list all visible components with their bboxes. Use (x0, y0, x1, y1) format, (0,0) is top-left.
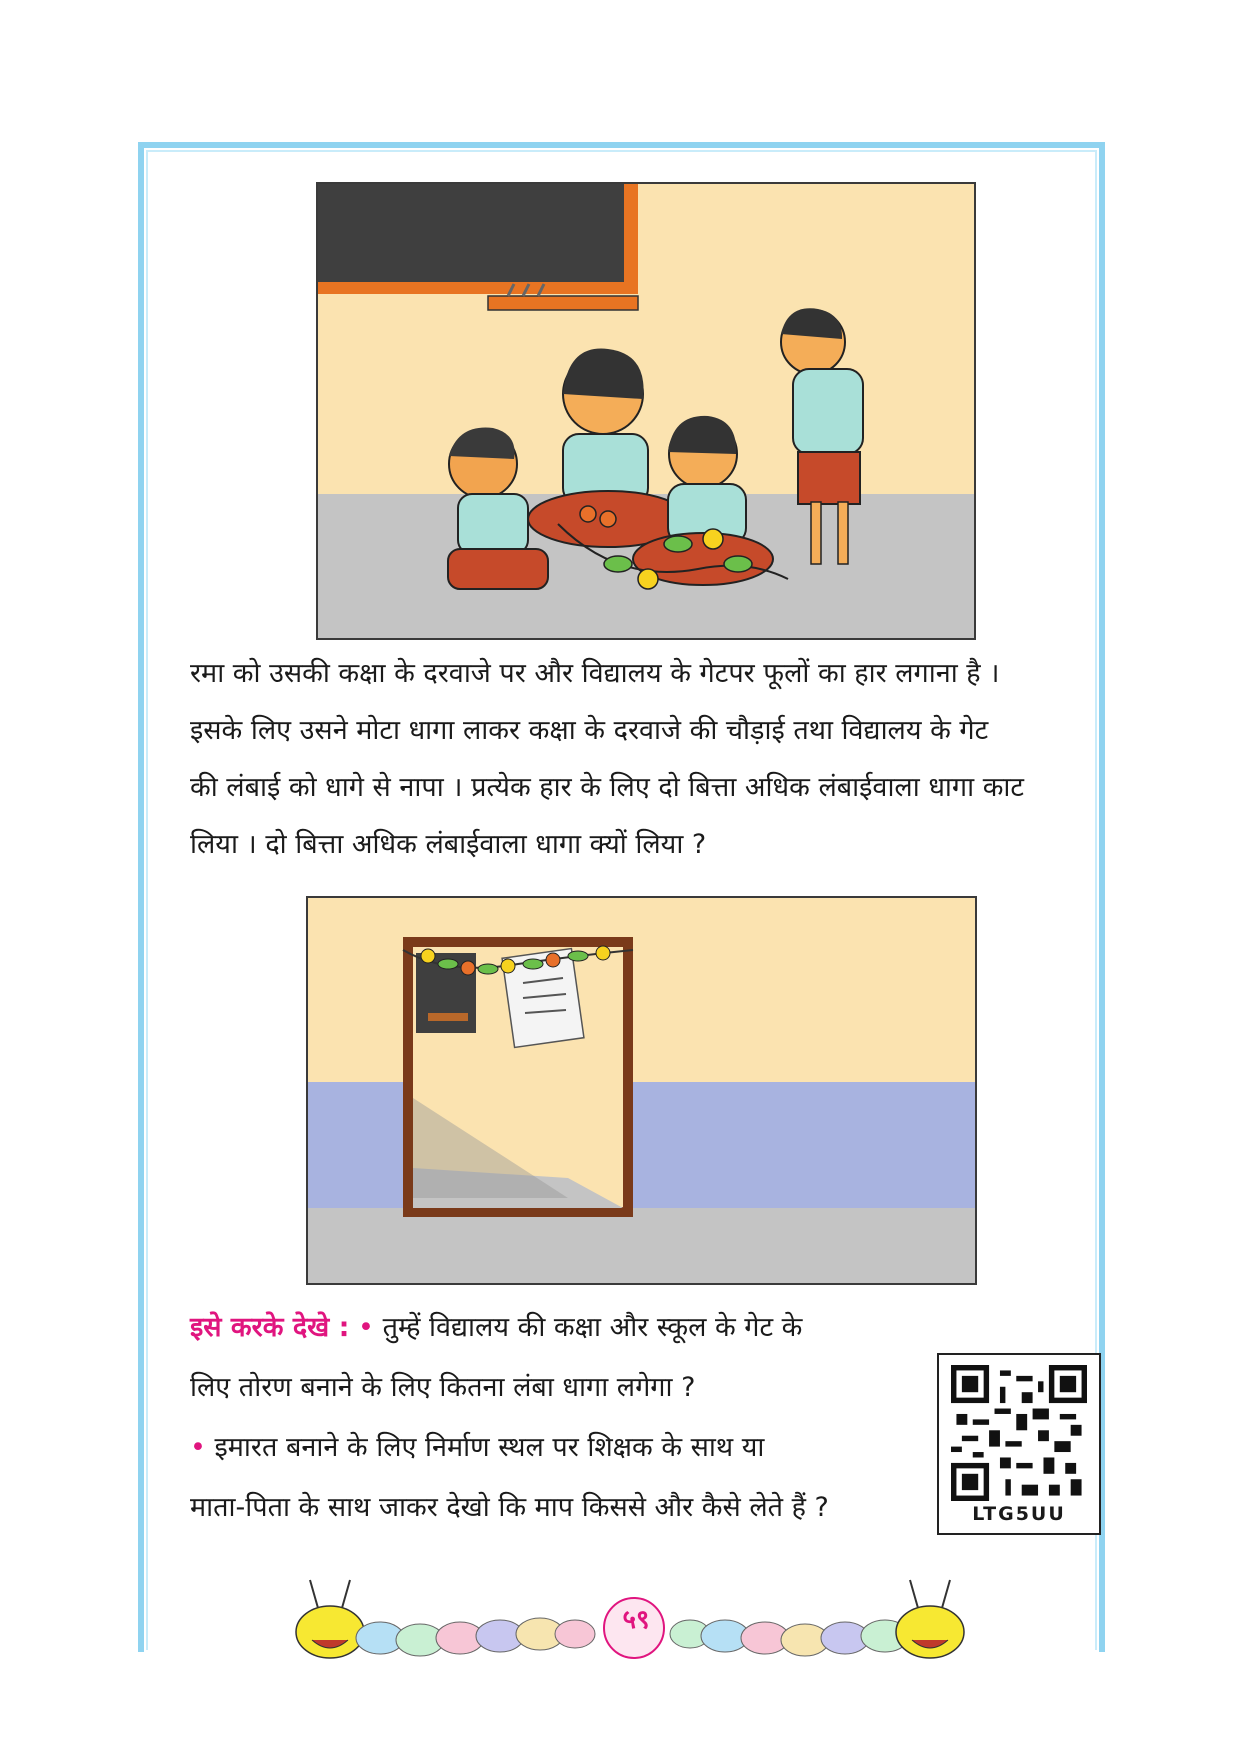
activity-line-3 (190, 1418, 890, 1478)
activity-line-1 (190, 1298, 890, 1358)
qr-code-icon (951, 1365, 1087, 1501)
page-number: ५९ (622, 1605, 650, 1635)
activity-text: तुम्हें विद्यालय की कक्षा और स्कूल के गेट के (382, 1312, 803, 1343)
paragraph-line: की लंबाई को धागे से नापा । प्रत्येक हार के लिए दो बित्ता अधिक लंबाईवाला धागा काट (190, 772, 1025, 803)
qr-code-label: LTG5UU (972, 1503, 1066, 1525)
bullet-icon: • (358, 1312, 374, 1343)
paragraph-line: रमा को उसकी कक्षा के दरवाजे पर और विद्यालय के गेटपर फूलों का हार लगाना है । (190, 658, 1000, 689)
paragraph-line: लिया । दो बित्ता अधिक लंबाईवाला धागा क्यों लिया ? (190, 829, 707, 860)
activity-text: माता-पिता के साथ जाकर देखो कि माप किससे और कैसे लेते हैं ? (190, 1492, 829, 1523)
door-illustration (306, 896, 977, 1285)
qr-code-box (937, 1353, 1101, 1535)
paragraph-line: इसके लिए उसने मोटा धागा लाकर कक्षा के दरवाजे की चौड़ाई तथा विद्यालय के गेट (190, 715, 989, 746)
classroom-illustration (316, 182, 976, 640)
bullet-icon: • (190, 1432, 206, 1463)
activity-text: इमारत बनाने के लिए निर्माण स्थल पर शिक्षक के साथ या (214, 1432, 765, 1463)
activity-text: लिए तोरण बनाने के लिए कितना लंबा धागा लगेगा ? (190, 1372, 696, 1403)
activity-section (190, 1298, 890, 1538)
story-paragraph (190, 645, 1110, 873)
activity-heading: इसे करके देखे : (190, 1312, 350, 1343)
